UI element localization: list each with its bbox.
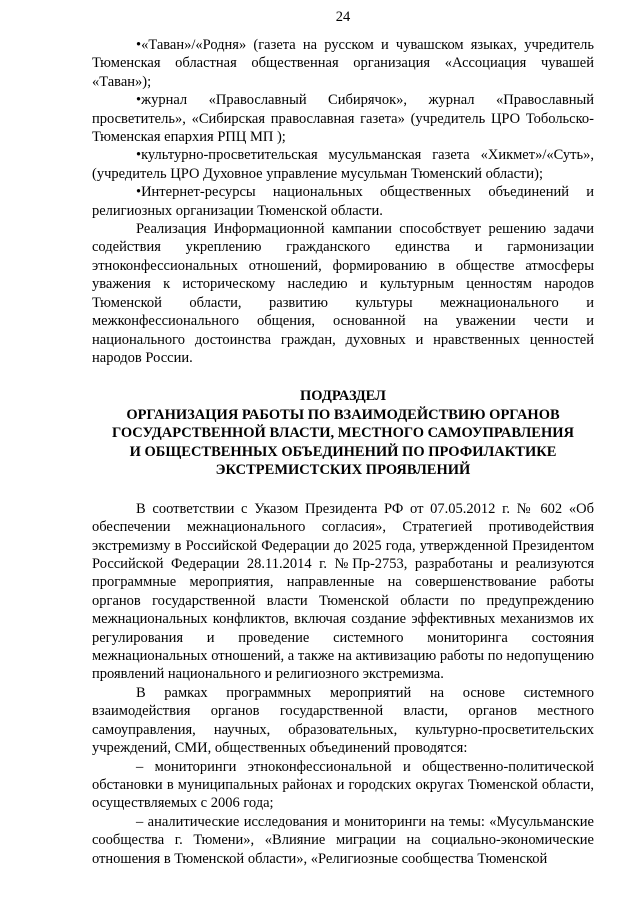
list-item-tavan: •«Таван»/«Родня» (газета на русском и чувашском языках, учредитель Тюменская областная общественная организация «Ассоциация чувашей «Таван»); bbox=[92, 37, 594, 90]
dash-item-monitoring: – мониторинги этноконфессиональной и общественно-политической обстановки в муниципальных районах и городских округах Тюменской области, осуществляемых с 2006 года; bbox=[92, 758, 594, 812]
list-item-orthodox-journals: •журнал «Православный Сибирячок», журнал «Православный просветитель», «Сибирская православная газета» (учредитель ЦРО Тобольско-Тюменская епархия РПЦ МП ); bbox=[92, 92, 594, 146]
paragraph-decree: В соответствии с Указом Президента РФ от 07.05.2012 г. № 602 «Об обеспечении межнационального согласия», Стратегией противодействия экстремизму в Российской Федерации до 2025 года, утвержденной Президентом Российской Федерации 28.11.2014 г. №Пр-2753, разработаны и реализуются программные мероприятия, направленные на совершенствование работы органов государственной власти Тюменской области по предупреждению межнациональных конфликтов, включая создание эффективных механизмов их регулирования и проведение системного мониторинга состояния межнациональных отношений, а также на активизацию работы по недопущению проявлений национального и религиозного экстремизма. bbox=[92, 500, 594, 683]
section-label: ПОДРАЗДЕЛ bbox=[300, 388, 386, 405]
section-title-line: ГОСУДАРСТВЕННОЙ ВЛАСТИ, МЕСТНОГО САМОУПРАВЛЕНИЯ bbox=[111, 425, 575, 442]
paragraph-campaign: Реализация Информационной кампании способствует решению задачи содействия укреплению гражданского единства и гармонизации этноконфессиональных отношений, формированию в обществе атмосферы уважения к историческому наследию и культурным ценностям народов Тюменской области, развитию культуры межнационального и межконфессионального общения, основанной на уважении чести и национального достоинства граждан, духовных и нравственных ценностей народов России. bbox=[92, 221, 594, 366]
section-title-line: И ОБЩЕСТВЕННЫХ ОБЪЕДИНЕНИЙ ПО ПРОФИЛАКТИКЕ bbox=[129, 443, 557, 460]
page-number: 24 bbox=[335, 9, 351, 25]
section-title-line: ОРГАНИЗАЦИЯ РАБОТЫ ПО ВЗАИМОДЕЙСТВИЮ ОРГАНОВ bbox=[126, 406, 560, 423]
dash-item-research: – аналитические исследования и мониторинги на темы: «Мусульманские сообщества г. Тюмени», «Влияние миграции на социально-экономические отношения в Тюменской области», «Религиозные сообщества Тюменской bbox=[92, 813, 594, 867]
section-title-line: ЭКСТРЕМИСТСКИХ ПРОЯВЛЕНИЙ bbox=[215, 462, 471, 479]
list-item-hikmet: •культурно-просветительская мусульманская газета «Хикмет»/«Суть», (учредитель ЦРО Духовное управление мусульман Тюменский области); bbox=[92, 147, 594, 182]
list-item-internet-resources: •Интернет-ресурсы национальных общественных объединений и религиозных организации Тюменской области. bbox=[92, 184, 594, 219]
section-heading bbox=[92, 387, 594, 480]
paragraph-programs: В рамках программных мероприятий на основе системного взаимодействия органов государственной власти, органов местного самоуправления, научных, образовательных, культурно-просветительских учреждений, СМИ, общественных объединений проводятся: bbox=[92, 684, 594, 757]
